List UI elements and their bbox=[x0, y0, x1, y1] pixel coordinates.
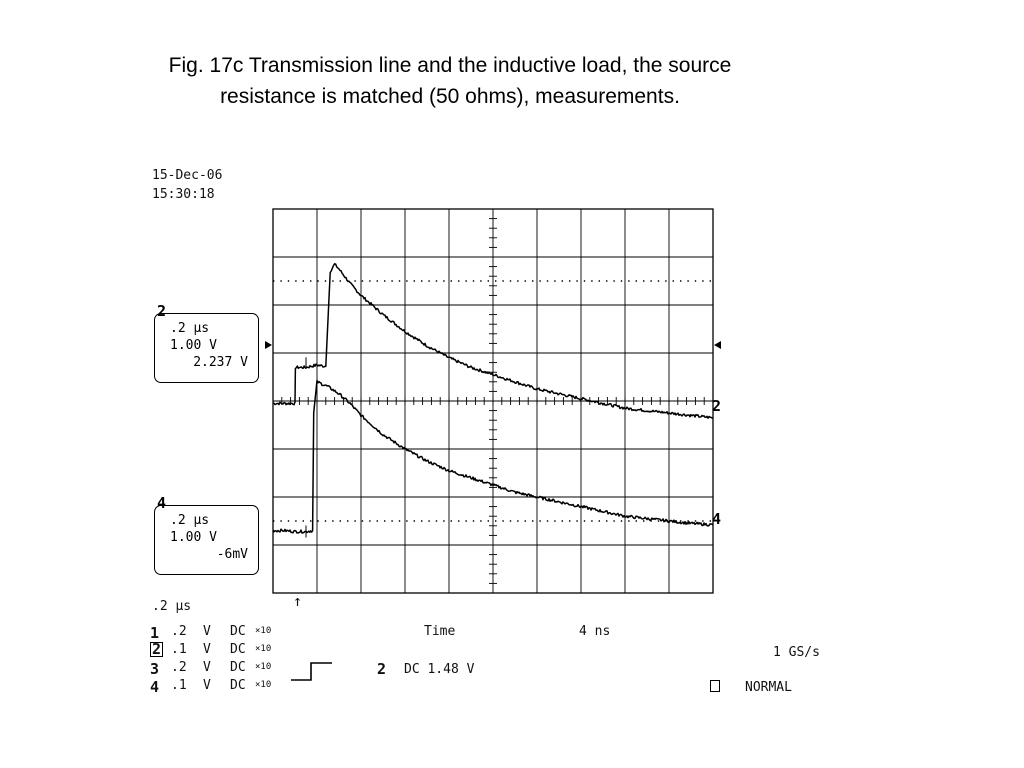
channel-4-offset: -6mV bbox=[216, 547, 248, 562]
time-value: 4 ns bbox=[579, 624, 611, 639]
channel-2-unit: V bbox=[203, 642, 211, 657]
capture-time: 15:30:18 bbox=[152, 187, 215, 202]
channel-3-probe: ×10 bbox=[255, 662, 272, 672]
slide-title: Fig. 17c Transmission line and the inductive load, the source resistance is matched (50 ohms), measurements. bbox=[168, 54, 732, 108]
channel-1-number: 1 bbox=[150, 624, 160, 642]
channel-1-unit: V bbox=[203, 624, 211, 639]
channel-4-probe: ×10 bbox=[255, 680, 272, 690]
channel-2-volts-per-div: .1 bbox=[171, 642, 187, 657]
trigger-position-arrow-icon: ↑ bbox=[293, 592, 303, 610]
left-level-arrow-icon bbox=[265, 341, 272, 349]
channel-1-probe: ×10 bbox=[255, 626, 272, 636]
channel-4-ground-marker: 4 bbox=[712, 510, 722, 528]
channel-3-volts-per-div: .2 bbox=[171, 660, 187, 675]
channel-4-number: 4 bbox=[150, 678, 160, 696]
trigger-mode: NORMAL bbox=[745, 680, 792, 695]
right-level-arrow-icon bbox=[714, 341, 721, 349]
channel-2-volts: 1.00 V bbox=[170, 338, 217, 353]
square-icon bbox=[710, 680, 720, 692]
channel-2-ground-marker: 2 bbox=[712, 397, 722, 415]
trigger-source: 2 bbox=[377, 660, 387, 678]
graticule bbox=[273, 209, 713, 593]
channel-3-number: 3 bbox=[150, 660, 160, 678]
channel-3-unit: V bbox=[203, 660, 211, 675]
capture-date: 15-Dec-06 bbox=[152, 168, 223, 183]
channel-2-timebase: .2 µs bbox=[170, 321, 210, 336]
sample-rate: 1 GS/s bbox=[773, 645, 820, 660]
channel-1-volts-per-div: .2 bbox=[171, 624, 187, 639]
time-label: Time bbox=[424, 624, 456, 639]
channel-3-coupling: DC bbox=[230, 660, 246, 675]
channel-2-number: 2 bbox=[152, 640, 162, 658]
timebase-readout: .2 µs bbox=[152, 599, 192, 614]
channel-4-settings-box bbox=[154, 505, 259, 575]
channel-2-coupling: DC bbox=[230, 642, 246, 657]
channel-2-probe: ×10 bbox=[255, 644, 272, 654]
channel-4-timebase: .2 µs bbox=[170, 513, 210, 528]
channel-2-settings-box bbox=[154, 313, 259, 383]
channel-4-volts: 1.00 V bbox=[170, 530, 217, 545]
channel-4-unit: V bbox=[203, 678, 211, 693]
channel-2-box-label: 2 bbox=[157, 302, 167, 320]
channel-4-volts-per-div: .1 bbox=[171, 678, 187, 693]
channel-2-offset: 2.237 V bbox=[193, 355, 248, 370]
channel-4-coupling: DC bbox=[230, 678, 246, 693]
channel-1-coupling: DC bbox=[230, 624, 246, 639]
trigger-level: DC 1.48 V bbox=[404, 662, 475, 677]
channel-4-box-label: 4 bbox=[157, 494, 167, 512]
